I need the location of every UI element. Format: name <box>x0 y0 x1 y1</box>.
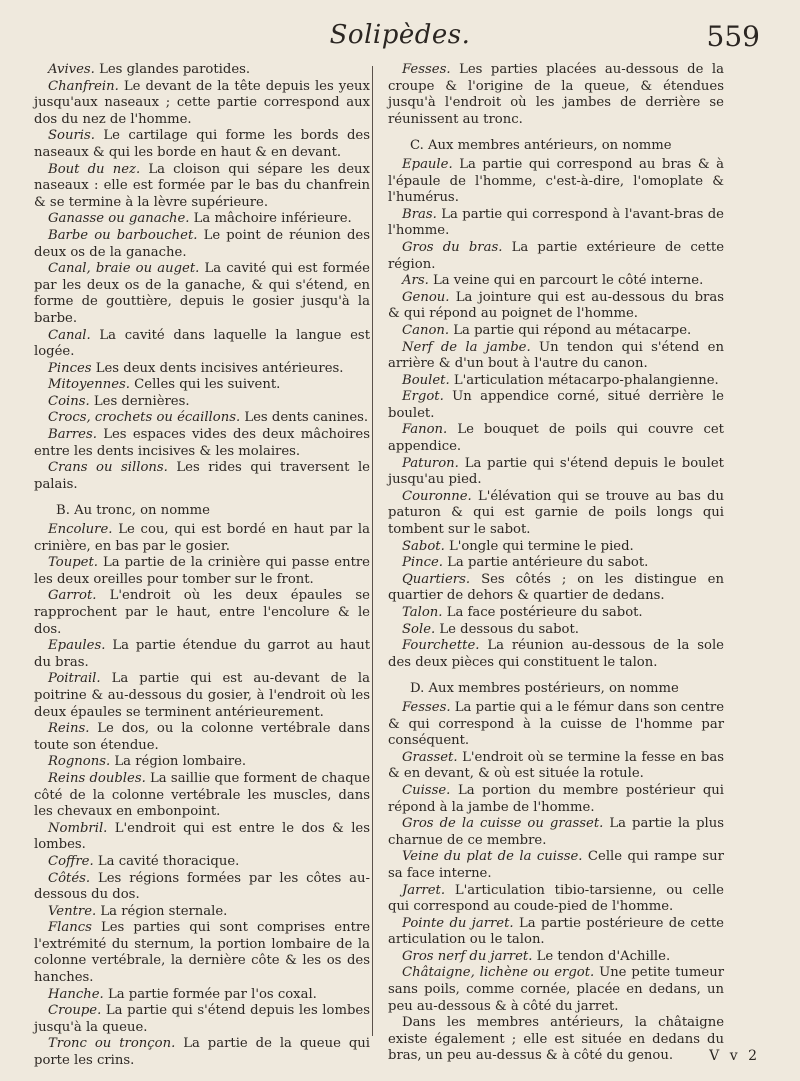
entry-term: Nombril. <box>48 820 108 836</box>
glossary-entry <box>34 821 370 854</box>
entry-definition: La partie postérieure de cette articulation ou le talon. <box>388 915 724 948</box>
entry-term: Canon. <box>402 322 450 338</box>
entry-term: Gros nerf du jarret. <box>402 948 533 964</box>
glossary-entry <box>388 816 724 849</box>
glossary-entry <box>388 290 724 323</box>
entry-term: Sole. <box>402 621 436 637</box>
entry-definition: La partie étendue du garrot au haut du bras. <box>34 638 370 670</box>
entry-definition: La partie de la crinière qui passe entre les deux oreilles pour tomber sur le front. <box>34 555 370 587</box>
entry-definition: L'ongle qui termine le pied. <box>448 538 634 554</box>
glossary-entry <box>34 261 370 327</box>
entry-definition: La saillie que forment de chaque côté de la colonne vertébrale les muscles, dans les chevaux en embonpoint. <box>34 770 370 820</box>
glossary-entry <box>388 849 724 882</box>
entry-term: Genou. <box>402 289 450 305</box>
glossary-entry <box>388 555 724 572</box>
glossary-entry <box>34 410 370 427</box>
left-column <box>34 62 370 1069</box>
entry-definition: La portion du membre postérieur qui répond à la jambe de l'homme. <box>388 782 724 815</box>
glossary-entry <box>34 854 370 871</box>
glossary-entry <box>34 1003 370 1036</box>
entry-term: Rognons. <box>48 754 111 770</box>
glossary-entry <box>388 622 724 639</box>
entry-definition: Le devant de la tête depuis les yeux jusqu'aux naseaux ; cette partie correspond aux dos du nez de l'homme. <box>34 78 370 127</box>
glossary-entry <box>34 228 370 261</box>
entry-definition: La partie qui répond au métacarpe. <box>453 322 692 338</box>
entry-term: Encolure. <box>48 522 113 538</box>
entry-definition: Les parties placées au-dessous de la croupe & l'origine de la queue, & étendues jusqu'à l'endroit où les jambes de derrière se réunissent au tronc. <box>388 62 725 127</box>
glossary-entry <box>388 700 724 750</box>
entry-definition: L'endroit qui est entre le dos & les lombes. <box>34 820 370 853</box>
glossary-entry <box>388 883 724 916</box>
glossary-entry <box>388 422 724 455</box>
entry-definition: Le cou, qui est bordé en haut par la crinière, en bas par le gosier. <box>34 522 370 554</box>
entry-term: Coins. <box>48 393 90 409</box>
entry-definition: Le dessous du sabot. <box>439 621 579 637</box>
glossary-entry <box>34 361 370 378</box>
glossary-entry <box>34 328 370 361</box>
entry-definition: La partie qui correspond à l'avant-bras de l'homme. <box>388 206 724 239</box>
glossary-entry <box>34 871 370 904</box>
entry-definition: La cloison qui sépare les deux naseaux : elle est formée par le bas du chanfrein & se termine à la lèvre supérieure. <box>34 161 370 210</box>
entry-definition: La cavité qui est formée par les deux os de la ganache, & qui s'étend, en forme de gouttière, depuis le gosier jusqu'à la barbe. <box>34 261 370 326</box>
glossary-entry <box>34 522 370 555</box>
entry-term: Ganasse ou ganache. <box>48 211 190 227</box>
entry-definition: La partie qui s'étend depuis le boulet jusqu'au pied. <box>388 455 724 488</box>
section-heading: B. Au tronc, on nomme <box>56 503 210 519</box>
glossary-entry <box>34 62 370 79</box>
glossary-entry <box>34 638 370 671</box>
entry-definition: La partie extérieure de cette région. <box>388 239 724 272</box>
right-column <box>388 62 725 1064</box>
glossary-entry <box>388 157 724 207</box>
entry-term: Barres. <box>48 427 97 443</box>
entry-term: Talon. <box>402 605 443 620</box>
glossary-entry <box>34 377 370 394</box>
entry-term: Reins doubles. <box>48 770 146 786</box>
entry-term: Croupe. <box>48 1003 102 1019</box>
entry-definition: La partie antérieure du sabot. <box>447 555 649 571</box>
entry-definition: La partie qui a le fémur dans son centre & qui correspond à la cuisse de l'homme par conséquent. <box>388 699 724 749</box>
glossary-entry <box>388 240 724 273</box>
entry-term: Cuisse. <box>402 782 451 798</box>
entry-definition: L'endroit où se termine la fesse en bas & en devant, & où est située la rotule. <box>388 749 724 782</box>
entry-definition: Les deux dents incisives antérieures. <box>95 360 344 376</box>
glossary-entry <box>34 671 370 721</box>
entry-term: Boulet. <box>402 372 450 388</box>
entry-definition: La partie qui s'étend depuis les lombes jusqu'à la queue. <box>34 1003 370 1035</box>
entry-term: Paturon. <box>402 455 459 471</box>
entry-definition: Celle qui rampe sur sa face interne. <box>388 849 724 881</box>
entry-term: Pointe du jarret. <box>402 915 514 931</box>
entry-definition: La partie qui correspond au bras & à l'épaule de l'homme, c'est-à-dire, l'omoplate & l'humérus. <box>388 156 724 206</box>
entry-definition: La jointure qui est au-dessous du bras & qui répond au poignet de l'homme. <box>388 289 724 322</box>
entry-term: Fourchette. <box>402 638 480 654</box>
entry-term: Couronne. <box>402 488 472 504</box>
entry-definition: L'élévation qui se trouve au bas du paturon & qui est garnie de poils longs qui tombent sur le sabot. <box>388 488 724 538</box>
entry-term: Fesses. <box>402 62 451 77</box>
glossary-entry <box>34 588 370 638</box>
entry-term: Sabot. <box>402 538 445 554</box>
glossary-entry <box>388 456 724 489</box>
entry-term: Châtaigne, lichène ou ergot. <box>402 965 595 981</box>
glossary-entry <box>34 904 370 921</box>
entry-definition: L'articulation métacarpo-phalangienne. <box>453 372 719 388</box>
entry-term: Reins. <box>48 721 90 737</box>
entry-term: Avives. <box>48 62 95 77</box>
glossary-entry <box>34 987 370 1004</box>
entry-definition: Les rides qui traversent le palais. <box>34 460 370 492</box>
glossary-entry <box>388 207 724 240</box>
entry-definition: Les espaces vides des deux mâchoires entre les dents incisives & les molaires. <box>34 427 370 459</box>
entry-definition: Les dents canines. <box>244 410 369 426</box>
entry-definition: La cavité dans laquelle la langue est logée. <box>34 327 370 360</box>
entry-definition: Une petite tumeur sans poils, comme cornée, placée en dedans, un peu au-dessous & à côté du jarret. <box>388 965 724 1014</box>
entry-definition: Les glandes parotides. <box>99 62 251 77</box>
entry-definition: Le bouquet de poils qui couvre cet appendice. <box>388 422 724 455</box>
entry-definition: La cavité thoracique. <box>97 853 240 869</box>
glossary-entry <box>388 539 724 556</box>
entry-term: Ergot. <box>402 389 444 405</box>
entry-term: Fanon. <box>402 422 448 438</box>
entry-definition: La réunion au-dessous de la sole des deux pièces qui constituent le talon. <box>388 638 724 670</box>
entry-definition: La partie qui est au-devant de la poitrine & au-dessous du gosier, à l'endroit où les deux épaules se terminent antérieurement. <box>34 671 370 720</box>
entry-definition: L'articulation tibio-tarsienne, ou celle qui correspond au coude-pied de l'homme. <box>388 882 724 915</box>
glossary-entry <box>388 949 724 966</box>
glossary-entry <box>388 750 724 783</box>
glossary-entry <box>34 162 370 212</box>
entry-definition: L'endroit où les deux épaules se rapprochent par le haut, entre l'encolure & le dos. <box>34 588 370 637</box>
glossary-entry <box>34 754 370 771</box>
glossary-entry <box>388 783 724 816</box>
glossary-entry <box>34 920 370 986</box>
entry-definition: La veine qui en parcourt le côté interne. <box>433 273 704 289</box>
entry-term: Mitoyennes. <box>48 377 130 393</box>
entry-term: Ars. <box>402 273 429 289</box>
entry-definition: Dans les membres antérieurs, la châtaigne existe également ; elle est située en dedans du bras, un peu au-dessus & à côté du genou. <box>388 1015 724 1064</box>
glossary-entry <box>34 555 370 588</box>
entry-definition: La partie de la queue qui porte les crins. <box>34 1036 370 1069</box>
glossary-entry <box>388 340 724 373</box>
entry-term: Epaules. <box>48 638 106 654</box>
entry-definition: Les parties qui sont comprises entre l'extrémité du sternum, la portion lombaire de la colonne vertébrale, la dernière côte & les os des hanches. <box>34 920 370 986</box>
page-header <box>36 8 764 58</box>
entry-term: Flancs <box>48 920 92 936</box>
signature-mark: V v 2 <box>709 1048 760 1064</box>
entry-term: Chanfrein. <box>48 78 119 94</box>
entry-term: Garrot. <box>48 588 97 604</box>
glossary-entry <box>388 916 724 949</box>
entry-definition: Le cartilage qui forme les bords des naseaux & qui les borde en haut & en devant. <box>34 128 370 160</box>
entry-definition: Ses côtés ; on les distingue en quartier de dehors & quartier de dedans. <box>388 571 724 604</box>
entry-definition: Le dos, ou la colonne vertébrale dans toute son étendue. <box>34 721 370 753</box>
glossary-entry <box>388 965 724 1015</box>
entry-term: Nerf de la jambe. <box>402 339 531 355</box>
section-heading: D. Aux membres postérieurs, on nomme <box>410 681 679 697</box>
glossary-entry <box>388 323 724 340</box>
glossary-entry <box>34 128 370 161</box>
entry-term: Grasset. <box>402 749 458 765</box>
glossary-entry <box>388 389 724 422</box>
entry-term: Poitrail. <box>48 671 101 687</box>
glossary-entry <box>388 62 724 128</box>
glossary-entry <box>34 427 370 460</box>
entry-term: Pinces <box>48 360 92 376</box>
entry-definition: La partie la plus charnue de ce membre. <box>388 816 724 848</box>
glossary-entry <box>388 638 724 671</box>
entry-term: Gros du bras. <box>402 239 503 255</box>
entry-definition: La partie formée par l'os coxal. <box>107 986 317 1002</box>
running-title: Solipèdes. <box>329 20 471 50</box>
section-heading: C. Aux membres antérieurs, on nomme <box>410 138 672 154</box>
entry-term: Epaule. <box>402 156 453 172</box>
entry-term: Quartiers. <box>402 571 471 587</box>
entry-definition: Le tendon d'Achille. <box>536 948 671 964</box>
entry-term: Jarret. <box>402 882 446 898</box>
glossary-entry <box>388 572 724 605</box>
entry-definition: Les régions formées par les côtes au-dessous du dos. <box>34 870 370 903</box>
entry-term: Toupet. <box>48 555 98 571</box>
glossary-entry <box>388 273 724 290</box>
entry-term: Gros de la cuisse ou grasset. <box>402 816 604 832</box>
glossary-entry <box>34 771 370 821</box>
entry-term: Bras. <box>402 206 437 222</box>
entry-definition: Celles qui les suivent. <box>134 377 281 393</box>
entry-term: Crocs, crochets ou écaillons. <box>48 410 241 426</box>
entry-definition: Les dernières. <box>93 393 190 409</box>
glossary-entry <box>388 605 724 622</box>
entry-definition: La face postérieure du sabot. <box>446 605 643 620</box>
entry-term: Ventre. <box>48 903 97 919</box>
entry-term: Barbe ou barbouchet. <box>48 227 198 243</box>
page-number: 559 <box>706 20 760 53</box>
entry-definition: La région lombaire. <box>114 754 247 770</box>
entry-definition: La mâchoire inférieure. <box>193 211 352 227</box>
entry-definition: Un tendon qui s'étend en arrière & d'un bout à l'autre du canon. <box>388 339 724 372</box>
glossary-entry <box>34 79 370 129</box>
entry-term: Fesses. <box>402 699 451 715</box>
entry-definition: Un appendice corné, situé derrière le boulet. <box>388 389 724 421</box>
entry-definition: Le point de réunion des deux os de la ganache. <box>34 227 370 260</box>
glossary-entry <box>388 489 724 539</box>
glossary-entry <box>34 394 370 411</box>
entry-term: Souris. <box>48 128 95 144</box>
entry-term: Crans ou sillons. <box>48 460 168 476</box>
entry-term: Canal. <box>48 327 91 343</box>
entry-term: Côtés. <box>48 870 91 886</box>
glossary-entry <box>34 1036 370 1069</box>
entry-term: Canal, braie ou auget. <box>48 261 200 277</box>
entry-term: Bout du nez. <box>48 161 141 177</box>
column-divider <box>372 66 373 1036</box>
entry-definition: La région sternale. <box>100 903 228 919</box>
entry-term: Pince. <box>402 555 443 571</box>
glossary-entry <box>34 460 370 493</box>
glossary-entry <box>34 211 370 228</box>
entry-term: Tronc ou tronçon. <box>48 1036 176 1052</box>
glossary-entry <box>34 721 370 754</box>
glossary-entry <box>388 373 724 390</box>
entry-term: Hanche. <box>48 986 104 1002</box>
entry-term: Veine du plat de la cuisse. <box>402 849 583 865</box>
glossary-entry <box>388 1015 724 1065</box>
entry-term: Coffre. <box>48 853 94 869</box>
